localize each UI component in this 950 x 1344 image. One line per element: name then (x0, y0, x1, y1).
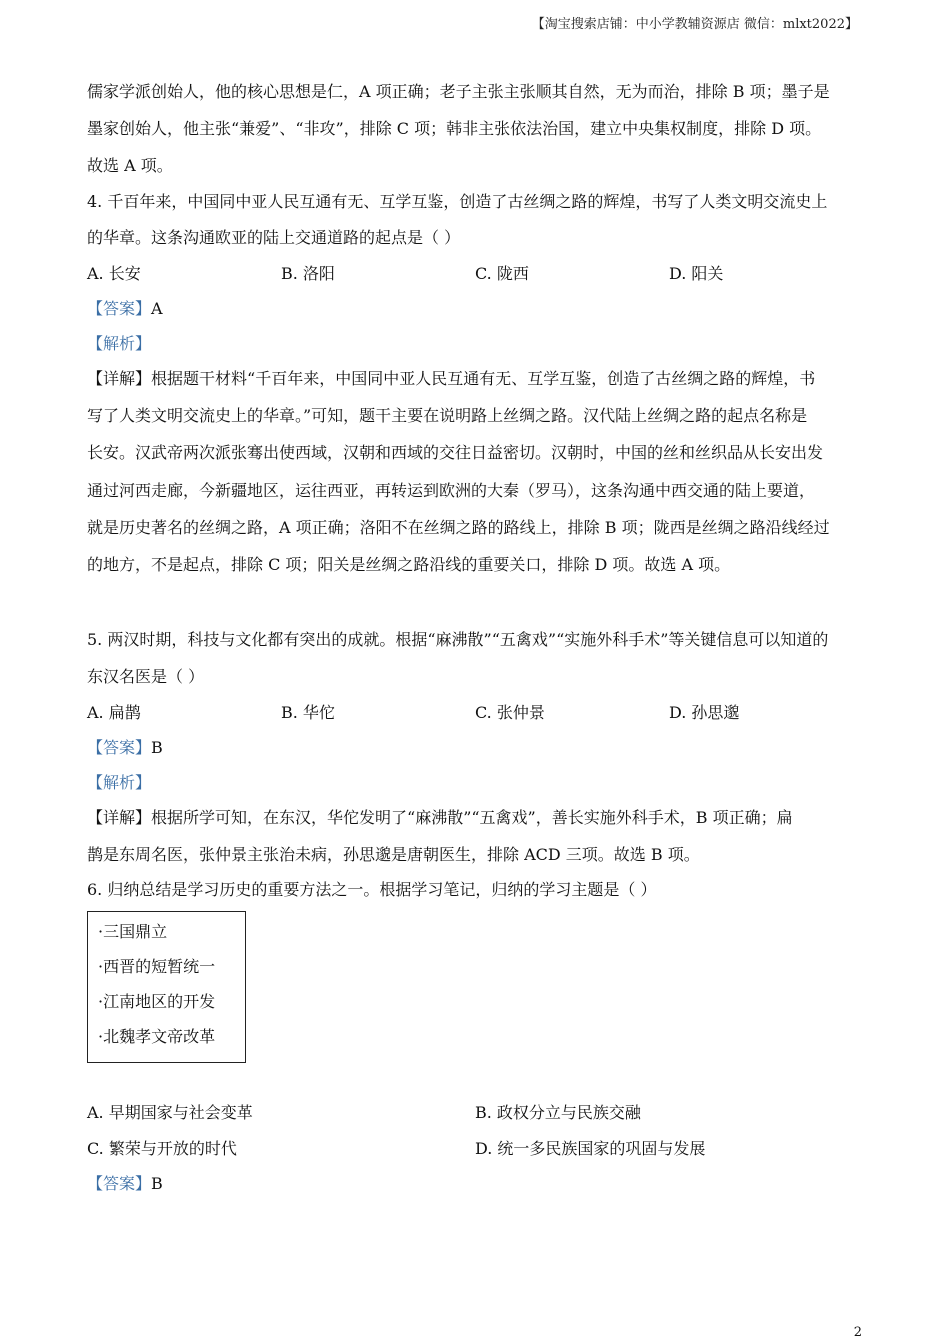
q6-option-a: A. 早期国家与社会变革 (87, 1103, 253, 1122)
q6-option-b: B. 政权分立与民族交融 (475, 1103, 641, 1122)
page-header: 【淘宝搜索店铺：中小学教辅资源店 微信：mlxt2022】 (531, 17, 858, 32)
q4-analysis-tag: 【解析】 (87, 334, 152, 353)
q5-answer (87, 738, 163, 758)
answer-tag: 【答案】 (87, 738, 152, 757)
note-item: ·三国鼎立 (98, 922, 168, 941)
q5-option-d: D. 孙思邈 (669, 703, 740, 722)
answer-value: A (151, 299, 163, 318)
q4-stem-line: 4. 千百年来，中国同中亚人民互通有无、互学互鉴，创造了古丝绸之路的辉煌，书写了人类文明交流史上 (87, 192, 828, 211)
q6-option-c: C. 繁荣与开放的时代 (87, 1139, 237, 1158)
answer-tag: 【答案】 (87, 1174, 152, 1193)
prev-explanation-line: 儒家学派创始人，他的核心思想是仁，A 项正确；老子主张主张顺其自然，无为而治，排除 B 项；墨子是 (87, 82, 830, 101)
q5-option-a: A. 扁鹊 (87, 703, 141, 722)
q5-stem-line: 5. 两汉时期，科技与文化都有突出的成就。根据“麻沸散”“五禽戏”“实施外科手术”等关键信息可以知道的 (87, 630, 829, 649)
detail-text: 根据题干材料“千百年来，中国同中亚人民互通有无、互学互鉴，创造了古丝绸之路的辉煌，书 (151, 369, 816, 388)
q4-option-a: A. 长安 (87, 264, 141, 283)
q5-option-b: B. 华佗 (281, 703, 335, 722)
note-item: ·江南地区的开发 (98, 992, 216, 1011)
note-item: ·西晋的短暂统一 (98, 957, 216, 976)
q5-detail-line: 鹊是东周名医，张仲景主张治未病，孙思邈是唐朝医生，排除 ACD 三项。故选 B 项。 (87, 845, 700, 864)
answer-tag: 【答案】 (87, 299, 152, 318)
q6-option-d: D. 统一多民族国家的巩固与发展 (475, 1139, 706, 1158)
page-number: 2 (853, 1325, 862, 1340)
q4-stem-line: 的华章。这条沟通欧亚的陆上交通道路的起点是（ ） (87, 228, 461, 247)
note-item: ·北魏孝文帝改革 (98, 1027, 216, 1046)
q4-detail-line (87, 369, 815, 389)
q4-option-d: D. 阳关 (669, 264, 724, 283)
q4-option-b: B. 洛阳 (281, 264, 335, 283)
q5-analysis-tag: 【解析】 (87, 773, 152, 792)
prev-explanation-line: 墨家创始人，他主张“兼爱”、“非攻”，排除 C 项；韩非主张依法治国，建立中央集权制度，排除 D 项。 (87, 119, 822, 138)
q5-detail-line (87, 808, 793, 828)
q4-detail-line: 写了人类文明交流史上的华章。”可知，题干主要在说明路上丝绸之路。汉代陆上丝绸之路的起点名称是 (87, 406, 808, 425)
q6-stem: 6. 归纳总结是学习历史的重要方法之一。根据学习笔记，归纳的学习主题是（ ） (87, 880, 657, 899)
study-notes-box (87, 911, 246, 1063)
q4-answer (87, 299, 163, 319)
detail-tag: 【详解】 (87, 369, 152, 388)
prev-explanation-line: 故选 A 项。 (87, 156, 173, 175)
answer-value: B (151, 1174, 163, 1193)
q5-option-c: C. 张仲景 (475, 703, 545, 722)
q6-answer (87, 1174, 163, 1194)
q4-detail-line: 就是历史著名的丝绸之路，A 项正确；洛阳不在丝绸之路的路线上，排除 B 项；陇西是丝绸之路沿线经过 (87, 518, 830, 537)
q4-detail-line: 长安。汉武帝两次派张骞出使西域，汉朝和西域的交往日益密切。汉朝时，中国的丝和丝织品从长安出发 (87, 443, 824, 462)
q4-detail-line: 通过河西走廊，今新疆地区，运往西亚，再转运到欧洲的大秦（罗马），这条沟通中西交通的陆上要道， (87, 481, 816, 500)
answer-value: B (151, 738, 163, 757)
detail-text: 根据所学可知，在东汉，华佗发明了“麻沸散”“五禽戏”，善长实施外科手术，B 项正确；扁 (151, 808, 793, 827)
detail-tag: 【详解】 (87, 808, 152, 827)
q4-option-c: C. 陇西 (475, 264, 529, 283)
q5-stem-line: 东汉名医是（ ） (87, 667, 205, 686)
q4-detail-line: 的地方，不是起点，排除 C 项；阳关是丝绸之路沿线的重要关口，排除 D 项。故选 A 项。 (87, 555, 731, 574)
